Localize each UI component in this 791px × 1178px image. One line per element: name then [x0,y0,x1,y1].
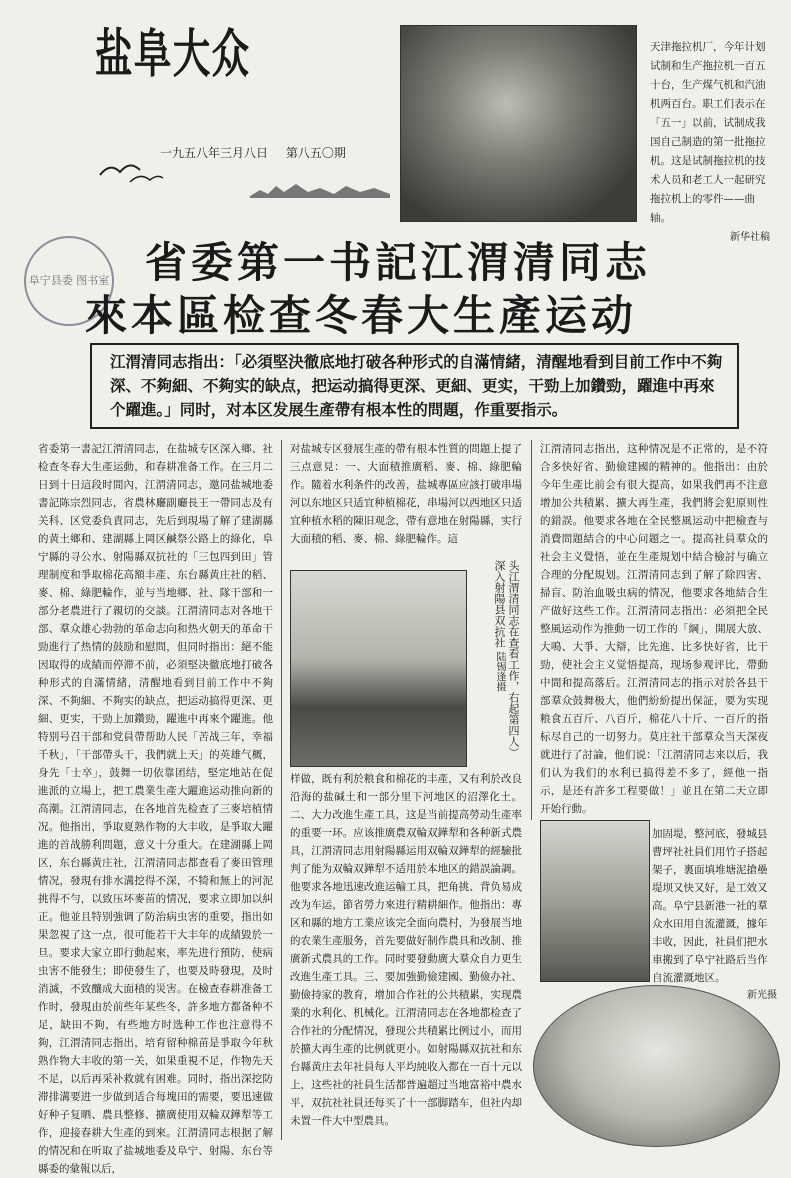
tractor-caption-text: 天津拖拉机厂，今年计划试制和生产拖拉机一百五十台，生产煤气机和汽油机两百台。职工们表示在「五一」以前，试制成我国自己制造的第一批拖拉机。这是试制拖拉机的技术人员和老工人一起研究拖拉机上的零件——曲轴。 [650,41,766,224]
dam-photo-caption [652,825,777,1005]
issue-date: 一九五八年三月八日 [160,146,269,160]
article-column-2-top: 对盐城专区發展生產的帶有根本性質的問題上提了三点意見：一、大面積推廣稻、麥、棉、綠肥輪作。隨着水利条件的改善，盐城專區应該打破串場河以东地区只适宜种植棉花，串場河以西地区只适宜种植水稻的陳旧观念，帶有意地在射陽縣，实行大面積的稻、麥、棉、綠肥輪作。這 [290,443,522,545]
headline-line-1: 省委第一书記江渭清同志 [145,238,652,287]
article-column-2-bottom: 样做，既有利於粮食和棉花的丰產，又有利於改良沿海的盐碱土和一部分里下河地区的沼澤化土。二、大力改進生產工具，这是当前提高勞动生產率的重要一环。应该推廣農双輪双鏵犁和各种新式農具，江渭清同志用射陽縣运用双輪双鏵犁的經驗批判了能为双輪双鏵犁不适用於本地区的錯誤論調。他要求各地迅速改進运輸工具，把角挑、背负易成改为车运，節省勞力來进行精耕細作。他指出：專区和縣的地方工業应该完全面向農村，为發展当地的农業生產服务，首先要做好制作農具和改制、推廣新式農具的工作。同时要發動廣大羣众自力更生改進生產工具。三、要加強勤儉建國、勤儉办社、勤儉持家的教育，增加合作社的公共積累，实现農業的水利化、机械化。江渭清同志在各地都检查了合作社的分配情况，發现公共積累比例过小，而用於擴大再生產的比例就更小。如射陽縣双抗社和东台縣黄庄去年社員每人平均純收入都在一百十元以上，这些社的社員生活都普遍超过当地富裕中農水平，双抗社社員还每买了十一部脚踏车，但社内却未置一件大中型農具。 [290,773,522,1127]
field-inspection-photo [290,570,467,767]
river-boats-photo [533,985,780,1147]
issue-number: 第八五〇期 [285,146,346,160]
dam-caption-credit: 新光摄 [747,990,777,1001]
tractor-photo [400,25,637,222]
field-caption-text: 头江渭清同志在查看工作，右起第四人）深入射陽县双抗社 [493,560,520,758]
dam-caption-text: 加固堤，整河底，發城县曹坪社社員们用竹子搭起架子，裏面填堆塘泥搶壘堤坝又快又好，是工效又高。阜宁县新港一社的羣众水田用自流灌溉，據年丰收，因此，社員们把水車搬到了阜宁社路后当作自流灌溉地区。 [652,828,768,984]
masthead-decoration-icon [95,150,165,190]
masthead [95,24,251,135]
tractor-caption-credit: 新华社稿 [730,232,770,243]
masthead-info [160,144,360,161]
field-photo-caption [470,560,520,760]
masthead-title: 盐阜大众 [95,24,251,85]
tractor-photo-caption [650,38,770,247]
headline-line-2: 來本區检查冬春大生產运动 [85,291,638,340]
dam-work-photo [540,820,650,982]
field-caption-credit: 陆锡逢摄 [494,651,505,692]
column-rule [531,440,532,820]
summary-text: 江渭清同志指出：「必須堅決徹底地打破各种形式的自滿情緒，清醒地看到目前工作中不夠深、不夠細、不夠实的缺点，把运动搞得更深、更細、更实，干勁上加鑽勁，躍進中再來个躍進。」同时，对本区发展生產帶有根本性的問題，作重要指示。 [110,352,723,419]
stamp-text: 阜宁县委 图书室 [28,274,110,287]
article-column-3: 江渭清同志指出，这种情况是不正常的，是不符合多快好省、勤儉建國的精神的。他指出：由於今年生產比前会有很大提高，如果我們再不注意增加公共積累、擴大再生產，我們將会犯原则性的錯誤。他要求各地在全民整風运动中把檢查与消費問題結合的中心问题之一。提高社員羣众的社会主义覺悟，並在生產規划中結合檢討与确立合理的分配規划。江渭清同志到了解了除四害、掃盲、防治血吸虫病的情况，他要求各地結合生产做好这些工作。江渭清同志指出：必須把全民整風运动作为推動一切工作的「綱」，開展大放、大鳴、大爭、大辯，比先進、比多快好省，比干勁，使社会主义觉悟提高，现场参观评比，帶動中間和提高落后。江渭清同志的指示对於各县干部羣众鼓舞极大，他們紛紛提出保証，要为实现粮食五百斤、八百斤，棉花八十斤、一百斤的指标尽自己的一切努力。莫庄社干部羣众当天深夜就进行了討論，他们说：「江渭清同志来以后，我们认为我们的水利已搞得差不多了，經他一指示，是还有許多工程要做！」並且在第二天立即开始行動。 [540,443,768,815]
article-column-1: 省委第一書記江渭清同志，在盐城专区深入鄉、社检查冬春大生產运動，和春耕准备工作。在三月二日到十日這段时間內，江渭清同志，邀同盐城地委書記陈宗烈同志，省農林廳副廳長王一帶同志及有关科、区党委負責同志，先后到現場了解了建湖縣的黄土鄉和、建湖縣上岡区鹹祭公路上的綠化，阜宁縣的寻公水、射陽縣双抗社的「三包四到田」管理制度和爭取棉花高額丰產、东台縣黄庄社的稻、麥、棉、綠肥輪作，並与当地鄉、社、隊干部和一部分老農进行了親切的交談。江渭清同志对各地干部、羣众雄心勃勃的革命志向和热火朝天的革命干勁進行了热情的鼓励和慰問，但同时指出：絕不能因取得的成績而停滞不前，必須堅决徹底地打破各种形式的自滿情緒，清醒地看到目前工作中不夠深、不夠細、不夠实的缺点，把运动搞得更深、更細、更实，干勁上加鑽勁，躍進中再來个躍進。他特别号召干部和党員帶帮助人民「苦战三年，幸福千秋」，「干部帶头干，我們就上天」的英雄气概，身先「士卒」，鼓舞一切依靠团结，堅定地站在促進派的立場上，把工農業生產大躍進运动推向新的高潮。江渭清同志，在各地首先检查了三麥培植情况。他指出，爭取夏熟作物的大丰收，是爭取大躍進的首战勝利問題，意义十分重大。在建湖縣上岡区，东台縣黄庄社，江渭清同志都查看了麥田管理情况，發現有排水溝挖得不深，不犄和無上的河泥挑得不勻，以致压坏麥苗的情况，要求立即加以糾正。他並且特别強调了防治病虫害的重要，指出如果忽視了这一点，很可能若干大丰年的成績毀於一旦。要求大家立即行動起來，率先进行預防，使病虫害不能發生；即使發生了，也要及時發現，及时消滅，不致釀成大面積的災害。在檢查春耕准备工作时，發現由於前些年某些冬，許多地方都备种不足，缺田不夠，有些地方时选种工作也注意得不夠，江渭清同志指出，培育留种棉苗是爭取今年秋熟作物大丰收的第一关，如果重視不足，作物先天不足，以后再采补救就有困难。同时，指出深挖防滞排溝要进一步做到适合每塊田的需要，要迅速做好种子复晒、農具整修、擴廣使用双輪双鏵犁等工作，迎接春耕大生產的到來。江渭清同志根据了解的情况和在听取了盐城地委及阜宁、射陽、东台等縣委的彙報以后， [38,443,273,1175]
village-silhouette-icon [250,176,390,198]
column-rule [281,440,282,1140]
